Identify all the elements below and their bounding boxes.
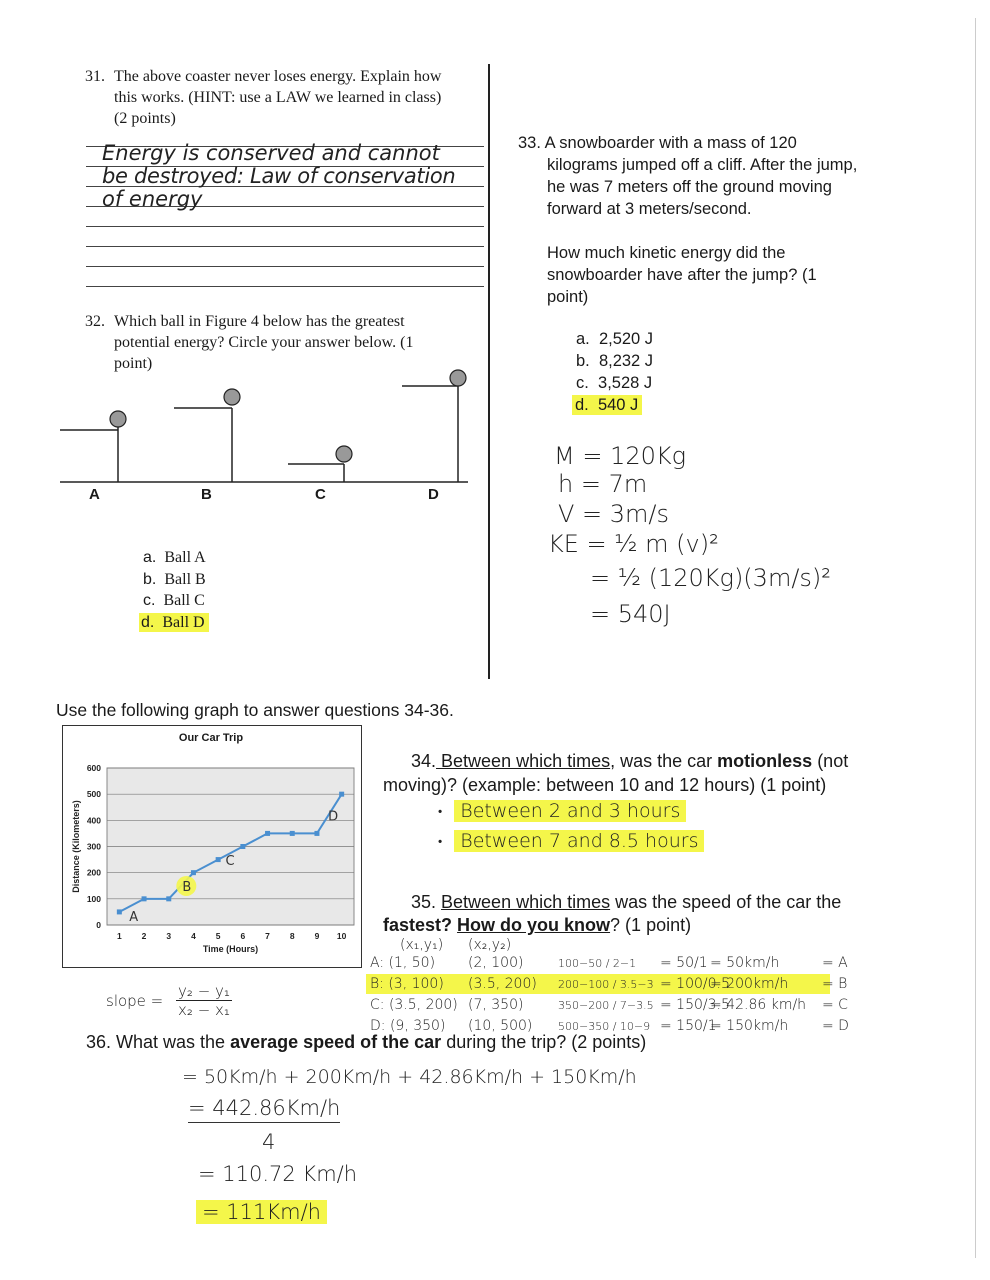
annotation-label: A	[129, 910, 139, 926]
slope-row-point1: C: (3.5, 200)	[370, 997, 458, 1013]
label-a: A	[89, 486, 100, 503]
q32-option-b[interactable]: b. Ball B	[143, 570, 206, 588]
slope-row-point2: (7, 350)	[468, 997, 524, 1013]
slope-row-fraction: 350−200 / 7−3.5	[558, 999, 654, 1012]
q33-line-4: forward at 3 meters/second.	[547, 200, 752, 218]
x-tick-label: 7	[265, 931, 270, 941]
y-tick-label: 200	[86, 867, 101, 878]
q33-question-line-1: How much kinetic energy did the	[547, 244, 786, 262]
slope-row-point2: (3.5, 200)	[468, 976, 537, 992]
q33-question-line-2: snowboarder have after the jump? (1	[547, 266, 817, 284]
answer-rule	[86, 226, 484, 227]
x-tick-label: 1	[116, 931, 122, 941]
ball-c	[336, 446, 352, 462]
data-point	[290, 831, 295, 836]
x-tick-label: 8	[289, 931, 295, 941]
slope-formula: slope = $\frac{\text{y₂ − y₁}}{\text{x₂ − x₁}}$	[106, 982, 230, 1019]
slope-row-fraction: 100−50 / 2−1	[558, 957, 637, 970]
q33-option-b[interactable]: b. 8,232 J	[576, 352, 654, 370]
q33-line-1: 33. A snowboarder with a mass of 120	[518, 134, 797, 152]
work-result: = 540J	[590, 600, 671, 628]
q31-number: 31.	[85, 68, 105, 85]
q32-options	[143, 547, 209, 633]
slope-row-result: = 50km/h	[710, 955, 780, 971]
x-axis-label: Time (Hours)	[202, 944, 259, 954]
q31-answer-line-3: of energy	[102, 187, 203, 211]
label-d: D	[428, 486, 439, 503]
slope-row-simplified: = 150/3.5	[660, 997, 730, 1013]
ball-b	[224, 389, 240, 405]
slope-row-fraction: 500−350 / 10−9	[558, 1020, 651, 1033]
q31-line-1: The above coaster never loses energy. Explain how	[114, 68, 442, 85]
y-tick-label: 400	[86, 815, 101, 826]
q32-question	[85, 311, 485, 374]
q33-option-a[interactable]: a. 2,520 J	[576, 330, 654, 348]
q33-line-3: he was 7 meters off the ground moving	[547, 178, 832, 196]
q36-total: = 442.86Km/h	[188, 1096, 340, 1123]
slope-row-simplified: = 150/1	[660, 1018, 717, 1034]
q34-question: 34. Between which times, was the car motionless (not moving)? (example: between 10 and 12 hours) (1 point)	[383, 751, 849, 795]
work-ke-formula: KE = ½ m (v)²	[548, 530, 719, 558]
slope-row-tag: = D	[822, 1018, 849, 1034]
q32-line-3: point)	[114, 355, 153, 372]
column-divider	[488, 64, 490, 679]
x-tick-label: 4	[191, 931, 196, 941]
q33-option-d[interactable]: d. 540 J	[576, 394, 653, 416]
q32-number: 32.	[85, 313, 105, 330]
q36-sum: = 50Km/h + 200Km/h + 42.86Km/h + 150Km/h	[182, 1066, 637, 1088]
q36-average: = 110.72 Km/h	[198, 1162, 358, 1186]
figure-4-ball-heights	[58, 366, 473, 506]
slope-row-point2: (2, 100)	[468, 955, 524, 971]
slope-row-point1: A: (1, 50)	[370, 955, 436, 971]
slope-row-result: = 150km/h	[710, 1018, 789, 1034]
work-mass: M = 120Kg	[554, 442, 687, 470]
q33-line-2: kilograms jumped off a cliff. After the jump,	[547, 156, 858, 174]
q34-answer-2: • Between 7 and 8.5 hours	[438, 830, 704, 852]
data-point	[117, 909, 122, 914]
data-point	[166, 896, 171, 901]
work-height: h = 7m	[558, 470, 648, 498]
slope-row-result: = 200km/h	[710, 976, 789, 992]
graph-intro: Use the following graph to answer questions 34-36.	[56, 700, 454, 720]
y-tick-label: 600	[86, 763, 101, 773]
q33-question	[518, 132, 857, 308]
x-tick-label: 2	[141, 931, 147, 941]
q36-final-answer: = 111Km/h	[196, 1200, 327, 1224]
page-edge-line	[975, 18, 976, 1258]
q31-answer-line-2: be destroyed: Law of conservation	[102, 164, 456, 188]
x-tick-label: 3	[166, 931, 172, 941]
x-tick-label: 10	[336, 931, 347, 941]
q31-answer-line-1: Energy is conserved and cannot	[102, 141, 440, 165]
answer-rule	[86, 286, 484, 287]
slope-row-tag: = C	[822, 997, 848, 1013]
label-c: C	[315, 486, 326, 503]
answer-rule	[86, 266, 484, 267]
q31-line-3: (2 points)	[114, 110, 176, 127]
slope-row-point1: B: (3, 100)	[370, 976, 444, 992]
q31-handwritten-answer	[102, 142, 455, 211]
data-point	[240, 844, 245, 849]
answer-rule	[86, 246, 484, 247]
q31-line-2: this works. (HINT: use a LAW we learned in class)	[114, 89, 442, 106]
q34-answer-1: • Between 2 and 3 hours	[438, 800, 704, 822]
slope-row-point1: D: (9, 350)	[370, 1018, 446, 1034]
slope-row-result: = 42.86 km/h	[710, 997, 807, 1013]
y-tick-label: 100	[86, 893, 101, 904]
annotation-label: C	[225, 853, 235, 869]
slope-row-tag: = A	[822, 955, 848, 971]
data-point	[314, 831, 319, 836]
ball-d	[450, 370, 466, 386]
car-trip-chart	[62, 725, 360, 966]
q32-line-2: potential energy? Circle your answer below. (1	[114, 334, 414, 351]
q32-option-d[interactable]: d. Ball D	[143, 612, 209, 634]
work-velocity: V = 3m/s	[558, 500, 670, 528]
q33-option-c[interactable]: c. 3,528 J	[576, 374, 653, 392]
point-header-1: (x₁,y₁)	[400, 937, 444, 953]
label-b: B	[201, 486, 212, 503]
q32-option-c[interactable]: c. Ball C	[143, 592, 205, 609]
q31-question	[85, 66, 485, 129]
slope-row-fraction: 200−100 / 3.5−3	[558, 978, 654, 991]
x-tick-label: 6	[240, 931, 246, 941]
q33-options	[576, 328, 653, 416]
q34-line-2: moving)? (example: between 10 and 12 hours) (1 point)	[383, 775, 827, 795]
x-tick-label: 9	[314, 931, 320, 941]
q33-question-line-3: point)	[547, 288, 589, 306]
q34-handwritten-answers	[438, 800, 704, 852]
data-point	[142, 896, 147, 901]
y-tick-label: 500	[86, 789, 101, 800]
slope-row-simplified: = 100/0.5	[660, 976, 730, 992]
q32-line-1: Which ball in Figure 4 below has the greatest	[114, 313, 405, 330]
work-substitution: = ½ (120Kg)(3m/s)²	[590, 564, 831, 592]
slope-row-point2: (10, 500)	[468, 1018, 533, 1034]
ball-a	[110, 411, 126, 427]
y-tick-label: 0	[96, 920, 101, 930]
chart-title: Our Car Trip	[178, 732, 244, 744]
figure-4-labels	[58, 486, 473, 506]
data-point	[339, 792, 344, 797]
q36-question: 36. What was the average speed of the car during the trip? (2 points)	[86, 1032, 647, 1052]
point-header-2: (x₂,y₂)	[468, 937, 512, 953]
data-point	[191, 870, 196, 875]
slope-row-simplified: = 50/1	[660, 955, 708, 971]
annotation-label: D	[328, 809, 339, 825]
y-axis-label: Distance (Kilometers)	[71, 800, 81, 893]
q35-question: 35. Between which times was the speed of the car the fastest? How do you know? (1 point)	[383, 892, 842, 935]
data-point	[265, 831, 270, 836]
x-tick-label: 5	[215, 931, 221, 941]
data-point	[216, 857, 221, 862]
q36-divisor: 4	[262, 1130, 276, 1154]
q32-option-a[interactable]: a. Ball A	[143, 549, 206, 566]
annotation-label: B	[182, 879, 192, 895]
slope-row-tag: = B	[822, 976, 848, 992]
y-tick-label: 300	[86, 841, 101, 852]
